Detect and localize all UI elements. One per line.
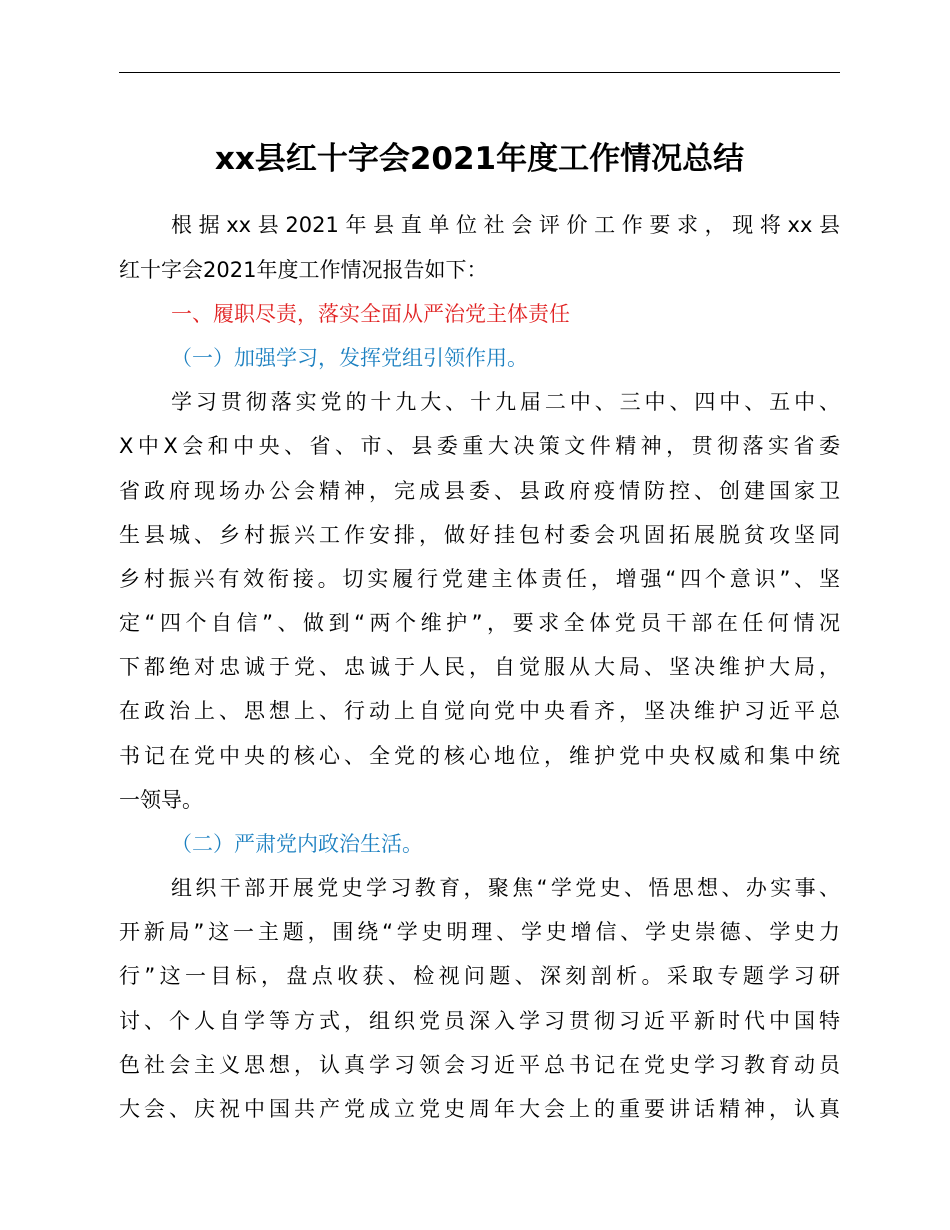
header-rule (119, 72, 840, 73)
paragraph-line: 省政府现场办公会精神，完成县委、县政府疫情防控、创建国家卫 (119, 479, 840, 503)
subsection-heading-1: （一）加强学习，发挥党组引领作用。 (171, 346, 528, 370)
document-title: xx县红十字会2021年度工作情况总结 (214, 141, 745, 177)
intro-line-2: 红十字会2021年度工作情况报告如下： (119, 258, 488, 282)
paragraph-line: 开新局”这一主题，围绕“学史明理、学史增信、学史崇德、学史力 (119, 920, 840, 944)
paragraph-line: 乡村振兴有效衔接。切实履行党建主体责任，增强“四个意识”、坚 (119, 567, 840, 591)
paragraph-line: 组织干部开展党史学习教育，聚焦“学党史、悟思想、办实事、 (171, 876, 840, 900)
paragraph-line: 在政治上、思想上、行动上自觉向党中央看齐，坚决维护习近平总 (119, 699, 840, 723)
paragraph-line: X中X会和中央、省、市、县委重大决策文件精神，贯彻落实省委 (119, 434, 840, 458)
paragraph-line: 一领导。 (119, 788, 203, 812)
paragraph-line: 生县城、乡村振兴工作安排，做好挂包村委会巩固拓展脱贫攻坚同 (119, 523, 840, 547)
subsection-heading-2: （二）严肃党内政治生活。 (171, 832, 423, 856)
paragraph-line: 讨、个人自学等方式，组织党员深入学习贯彻习近平新时代中国特 (119, 1009, 840, 1033)
paragraph-line: 学习贯彻落实党的十九大、十九届二中、三中、四中、五中、 (171, 390, 840, 414)
paragraph-line: 书记在党中央的核心、全党的核心地位，维护党中央权威和集中统 (119, 744, 840, 768)
paragraph-line: 行”这一目标，盘点收获、检视问题、深刻剖析。采取专题学习研 (119, 964, 840, 988)
paragraph-line: 大会、庆祝中国共产党成立党史周年大会上的重要讲话精神，认真 (119, 1097, 840, 1121)
section-heading-1: 一、履职尽责，落实全面从严治党主体责任 (171, 302, 570, 326)
paragraph-line: 定“四个自信”、做到“两个维护”，要求全体党员干部在任何情况 (119, 611, 840, 635)
paragraph-line: 下都绝对忠诚于党、忠诚于人民，自觉服从大局、坚决维护大局， (119, 655, 840, 679)
paragraph-line: 色社会主义思想，认真学习领会习近平总书记在党史学习教育动员 (119, 1053, 840, 1077)
intro-line-1: 根据xx县2021年县直单位社会评价工作要求，现将xx县 (171, 213, 840, 237)
